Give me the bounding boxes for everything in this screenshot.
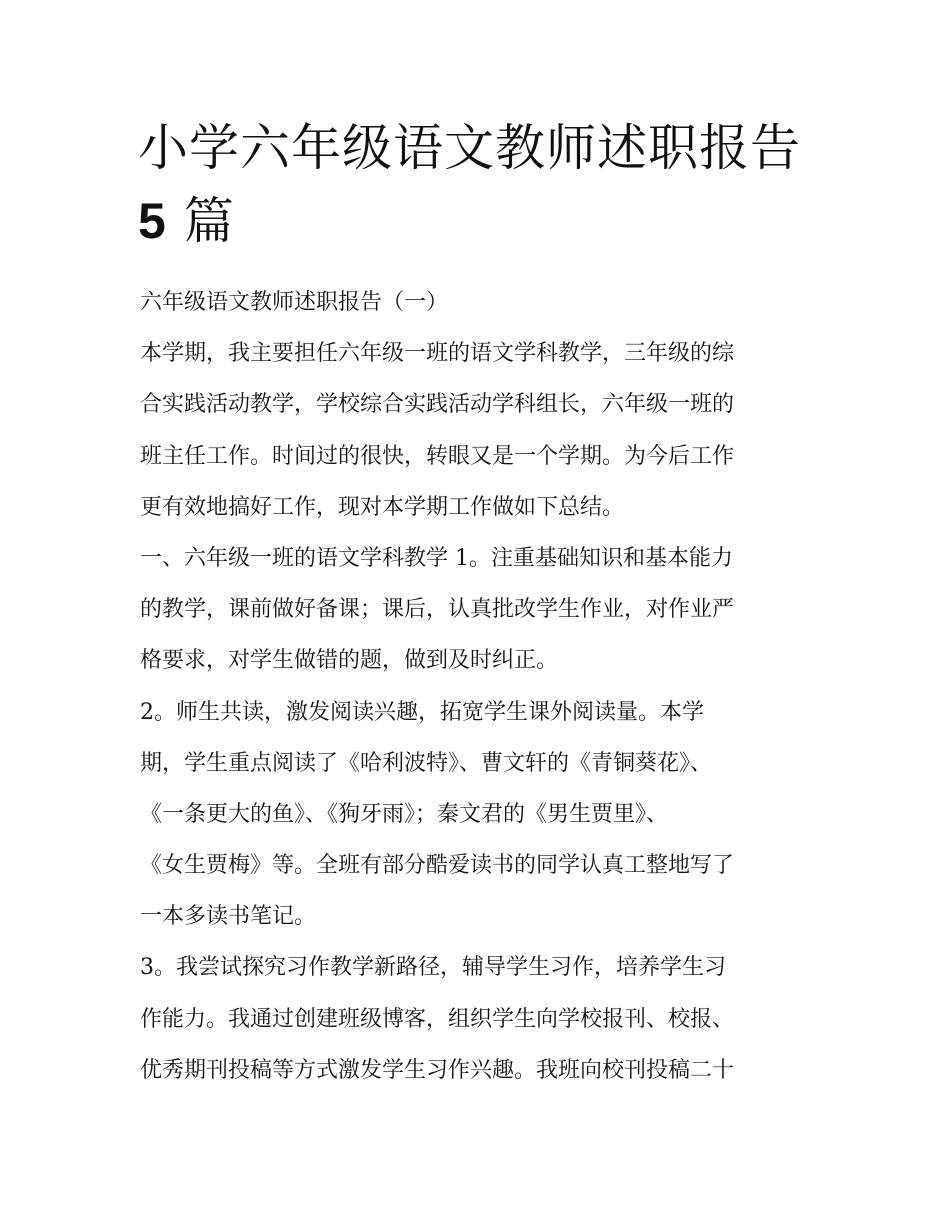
title-number: 5 (138, 193, 167, 249)
text-line: 的教学，课前做好备课；课后，认真批改学生作业，对作业严 (140, 597, 735, 623)
document-title (138, 112, 828, 258)
document-body (140, 277, 830, 1096)
text-line: 优秀期刊投稿等方式激发学生习作兴趣。我班向校刊投稿二十 (140, 1057, 735, 1083)
text-line: 《女生贾梅》等。全班有部分酷爱读书的同学认真工整地写了 (140, 853, 735, 879)
text-line: 期，学生重点阅读了《哈利波特》、曹文轩的《青铜葵花》、 (140, 750, 713, 776)
text-line: 《一条更大的鱼》、《狗牙雨》；秦文君的《男生贾里》、 (140, 801, 669, 827)
title-suffix: 篇 (183, 192, 235, 250)
text-line: 更有效地搞好工作，现对本学期工作做如下总结。 (140, 494, 625, 520)
text-line: 2。师生共读，激发阅读兴趣，拓宽学生课外阅读量。本学 (140, 699, 704, 725)
text-line: 一、六年级一班的语文学科教学 1。注重基础知识和基本能力 (140, 545, 733, 571)
text-line: 班主任工作。时间过的很快，转眼又是一个学期。为今后工作 (140, 443, 735, 469)
text-line: 本学期，我主要担任六年级一班的语文学科教学，三年级的综 (140, 341, 735, 367)
text-line: 一本多读书笔记。 (140, 904, 317, 930)
text-line: 作能力。我通过创建班级博客，组织学生向学校报刊、校报、 (140, 1006, 735, 1032)
text-line: 格要求，对学生做错的题，做到及时纠正。 (140, 648, 559, 674)
text-line: 3。我尝试探究习作教学新路径，辅导学生习作，培养学生习 (140, 955, 726, 981)
text-line: 合实践活动教学，学校综合实践活动学科组长，六年级一班的 (140, 392, 735, 418)
title-text: 小学六年级语文教师述职报告 (138, 119, 801, 177)
section-heading: 六年级语文教师述职报告（一） (140, 290, 449, 315)
